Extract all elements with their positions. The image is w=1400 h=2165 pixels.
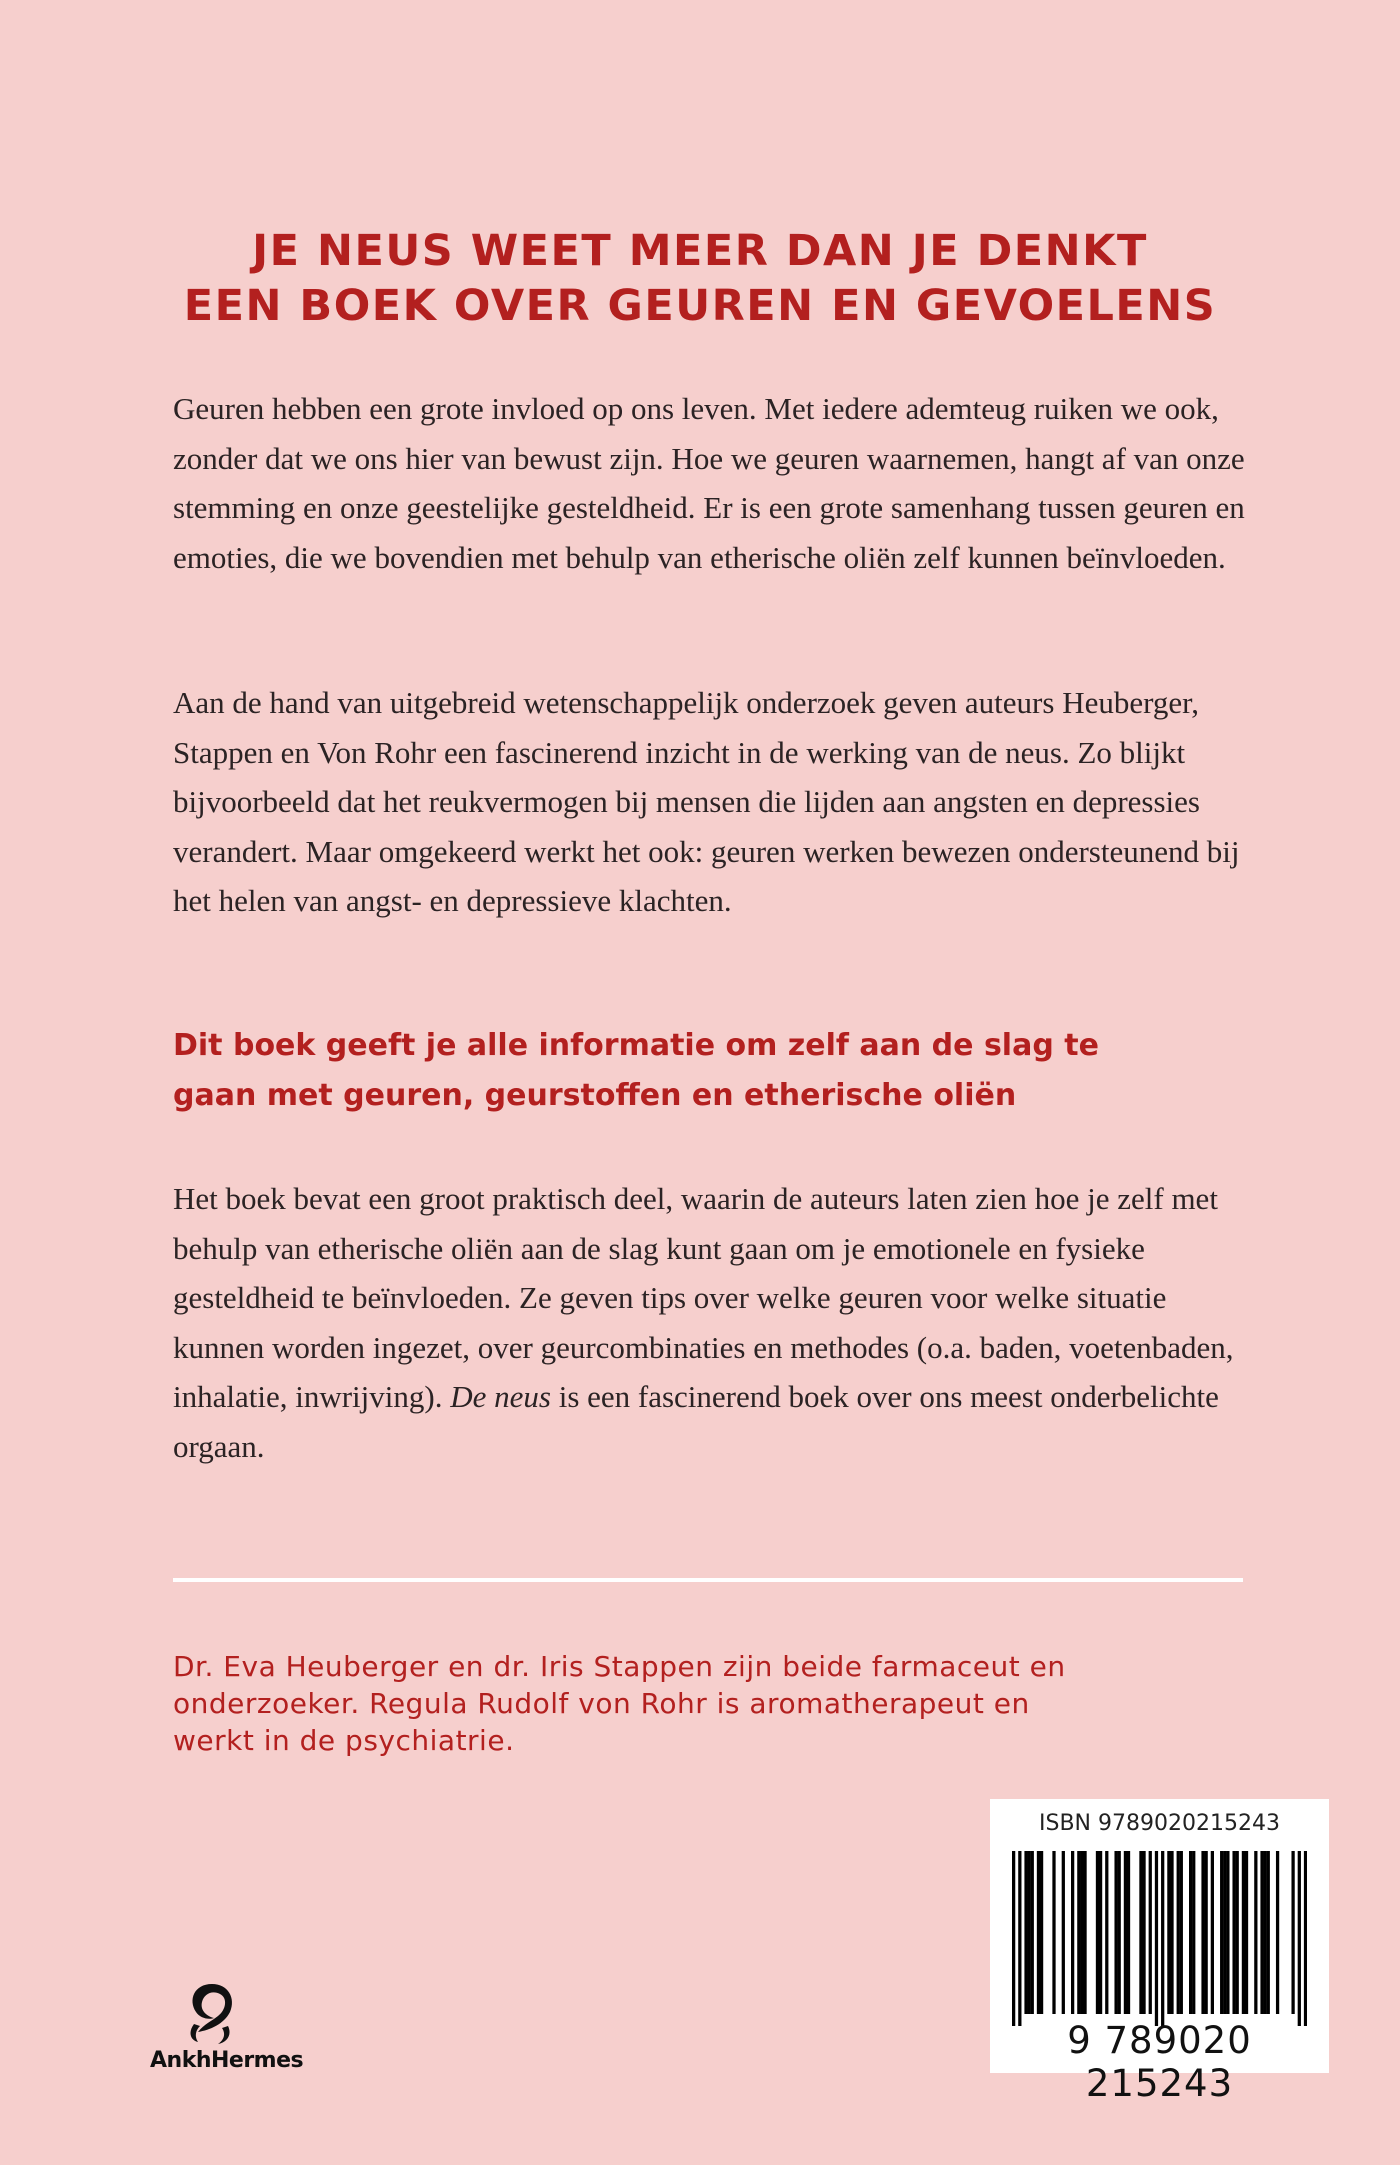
intro-paragraph: Geuren hebben een grote invloed op ons leven. Met iedere ademteug ruiken we ook, zonder dat we ons hier van bewust zijn. Hoe we geuren waarnemen, hangt af van onze stemming en onze geestelijke gesteldheid. Er is een grote samenhang tussen geuren en emoties, die we bovendien met behulp van etherische oliën zelf kunnen beïnvloeden. <box>173 391 1245 575</box>
barcode-bar <box>1083 1851 1086 2014</box>
barcode-bar <box>1220 1851 1223 2014</box>
author-bio <box>173 1648 1273 1759</box>
barcode-bar <box>1226 1851 1229 2014</box>
barcode-bar <box>1155 1851 1158 2026</box>
barcode-bar <box>1236 1851 1239 2014</box>
emphasis-line-2: gaan met geuren, geurstoffen en etherische oliën <box>173 1078 1017 1113</box>
barcode-bar <box>1080 1851 1083 2014</box>
barcode-bar <box>1264 1851 1267 2014</box>
barcode-bar <box>1118 1851 1121 2014</box>
bio-line-1: Dr. Eva Heuberger en dr. Iris Stappen zijn beide farmaceut en <box>173 1650 1066 1683</box>
barcode-bar <box>1062 1851 1065 2014</box>
barcode-bar <box>1031 1851 1034 2014</box>
emphasis-statement <box>173 1021 1263 1121</box>
barcode-bar <box>1105 1851 1108 2014</box>
barcode-bar <box>1267 1851 1270 2014</box>
barcode-bar <box>1201 1851 1204 2014</box>
barcode-bar <box>1167 1851 1170 2014</box>
barcode-bar <box>1028 1851 1031 2014</box>
section-divider <box>173 1578 1243 1582</box>
publisher-logo <box>150 1978 304 2078</box>
barcode-bar <box>1018 1851 1021 2026</box>
barcode-bar <box>1139 1851 1142 2014</box>
barcode-bar <box>1114 1851 1117 2014</box>
barcode-bar <box>1127 1851 1130 2014</box>
barcode-bar <box>1040 1851 1043 2014</box>
barcode-bar <box>1291 1851 1294 2014</box>
cover-headline <box>120 224 1280 334</box>
bio-line-3: werkt in de psychiatrie. <box>173 1724 515 1757</box>
headline-line-1: JE NEUS WEET MEER DAN JE DENKT <box>252 226 1148 276</box>
book-title-italic: De neus <box>450 1379 551 1414</box>
barcode-bar <box>1077 1851 1080 2014</box>
headline-line-2: EEN BOEK OVER GEUREN EN GEVOELENS <box>183 281 1217 331</box>
barcode-bar <box>1024 1851 1027 2014</box>
barcode-bar <box>1012 1851 1015 2026</box>
practical-paragraph <box>173 1174 1258 1471</box>
publisher-name: AnkhHermes <box>150 2048 304 2073</box>
barcode-bar <box>1099 1851 1102 2014</box>
barcode-bar <box>1180 1851 1183 2014</box>
barcode-bar <box>1254 1851 1257 2014</box>
emphasis-line-1: Dit boek geeft je alle informatie om zelf aan de slag te <box>173 1028 1099 1063</box>
research-paragraph: Aan de hand van uitgebreid wetenschappelijk onderzoek geven auteurs Heuberger, Stappen en Von Rohr een fascinerend inzicht in de werking van de neus. Zo blijkt bijvoorbeeld dat het reukvermogen bij mensen die lijden aan angsten en depressies verandert. Maar omgekeerd werkt het ook: geuren werken bewezen ondersteunend bij het helen van angst- en depressieve klachten. <box>173 685 1240 918</box>
barcode-bar <box>1304 1851 1307 2026</box>
barcode-bar <box>1189 1851 1192 2014</box>
isbn-barcode <box>990 1799 1329 2105</box>
barcode-bar <box>1298 1851 1301 2026</box>
bio-line-2: onderzoeker. Regula Rudolf von Rohr is aromatherapeut en <box>173 1687 1030 1720</box>
barcode-bar <box>1149 1851 1152 2014</box>
barcode-bar <box>1142 1851 1145 2014</box>
barcode-digits: 9 789020 215243 <box>1067 2019 1252 2105</box>
barcode-bar <box>1260 1851 1263 2014</box>
practical-text-end: is een fascinerend boek over ons meest onderbelichte orgaan. <box>173 1379 1219 1464</box>
barcode-bar <box>1052 1851 1055 2014</box>
barcode-bar <box>1071 1851 1074 2014</box>
barcode-bars <box>1012 1851 1307 2026</box>
barcode-bar <box>1192 1851 1195 2014</box>
barcode-bar <box>1242 1851 1245 2014</box>
barcode-bar <box>1276 1851 1279 2014</box>
barcode-bar <box>1245 1851 1248 2014</box>
barcode-bar <box>1037 1851 1040 2014</box>
barcode-bar <box>1161 1851 1164 2026</box>
isbn-label: ISBN 9789020215243 <box>1039 1811 1280 1836</box>
barcode-bar <box>1223 1851 1226 2014</box>
barcode-bar <box>1177 1851 1180 2014</box>
barcode-bar <box>1124 1851 1127 2014</box>
barcode-bar <box>1205 1851 1208 2014</box>
barcode-bar <box>1211 1851 1214 2014</box>
barcode-bar <box>1170 1851 1173 2014</box>
ankhhermes-logo-icon <box>164 1978 264 2048</box>
practical-text: Het boek bevat een groot praktisch deel, waarin de auteurs laten zien hoe je zelf met behulp van etherische oliën aan de slag kunt gaan om je emotionele en fysieke gesteldheid te beïnvloeden. Ze geven tips over welke geuren voor welke situatie kunnen worden ingezet, over geurcombinaties en methodes (o.a. baden, voetenbaden, inhalatie, inwrijving). <box>173 1181 1234 1414</box>
barcode-bar <box>1096 1851 1099 2014</box>
barcode-bar <box>1232 1851 1235 2014</box>
